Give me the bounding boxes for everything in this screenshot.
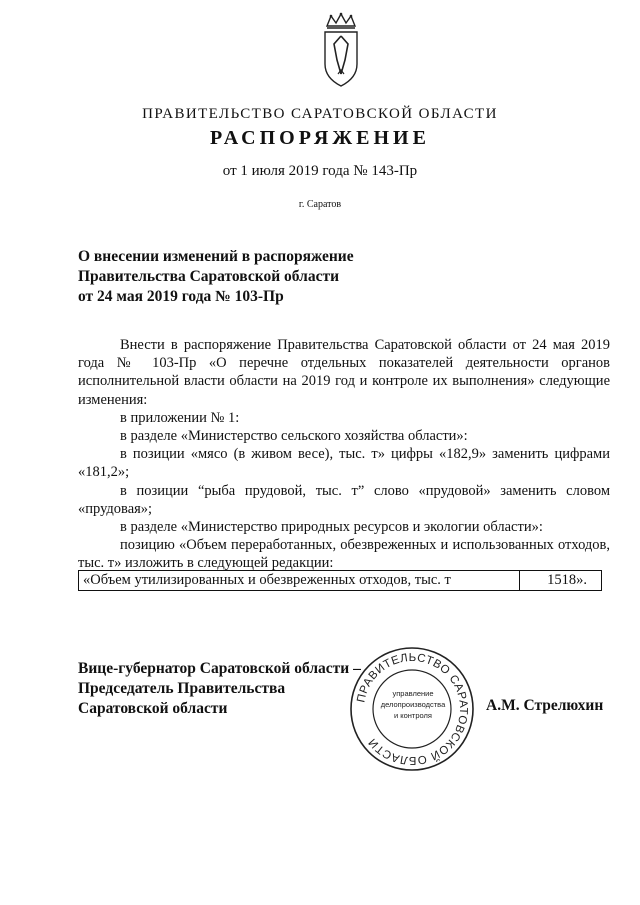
seal-ring-text: ПРАВИТЕЛЬСТВО САРАТОВСКОЙ ОБЛАСТИ xyxy=(355,651,470,767)
body-paragraph: Внести в распоряжение Правительства Саратовской области от 24 мая 2019 года № 103-Пр «О перечне отдельных показателей деятельности органов исполнительной власти области на 2019 год и контроле их выполнения» следующие изменения: xyxy=(78,337,610,408)
body-paragraph: в разделе «Министерство природных ресурсов и экологии области»: xyxy=(120,519,543,536)
subject-line: Правительства Саратовской области xyxy=(78,268,339,285)
document-subject xyxy=(78,247,354,307)
table-cell-value: 1518». xyxy=(547,572,587,588)
saratov-oblast-coat-of-arms-icon xyxy=(318,12,364,90)
signer-name: А.М. Стрелюхин xyxy=(486,697,604,714)
body-paragraph: в приложении № 1: xyxy=(120,409,240,426)
signer-position-line: Председатель Правительства xyxy=(78,680,286,697)
table-row xyxy=(78,570,602,591)
document-date-number: от 1 июля 2019 года № 143-Пр xyxy=(222,163,418,179)
body-paragraph: позицию «Объем переработанных, обезвреженных и использованных отходов, тыс. т» изложить в следующей редакции: xyxy=(78,537,610,572)
signer-position-line: Вице-губернатор Саратовской области – xyxy=(78,660,361,677)
seal-inner-line: делопроизводства xyxy=(380,700,446,709)
signer-position-line: Саратовской области xyxy=(78,700,228,717)
subject-line: О внесении изменений в распоряжение xyxy=(78,248,354,265)
body-paragraph: в позиции «мясо (в живом весе), тыс. т» цифры «182,9» заменить цифрами «181,2»; xyxy=(78,446,610,481)
government-title: ПРАВИТЕЛЬСТВО САРАТОВСКОЙ ОБЛАСТИ xyxy=(142,106,498,122)
document-body xyxy=(78,336,610,573)
seal-inner-text xyxy=(376,688,450,721)
body-paragraph: в разделе «Министерство сельского хозяйства области»: xyxy=(120,428,468,445)
signer-position xyxy=(78,659,361,719)
seal-inner-line: и контроля xyxy=(393,711,432,720)
subject-line: от 24 мая 2019 года № 103-Пр xyxy=(78,288,284,305)
document-city: г. Саратов xyxy=(298,199,342,210)
table-cell-indicator: «Объем утилизированных и обезвреженных отходов, тыс. т xyxy=(79,571,520,590)
seal-inner-line: управление xyxy=(392,689,434,698)
document-type: РАСПОРЯЖЕНИЕ xyxy=(210,127,430,149)
body-paragraph: в позиции “рыба прудовой, тыс. т” слово «прудовой» заменить словом «прудовая»; xyxy=(78,482,610,517)
